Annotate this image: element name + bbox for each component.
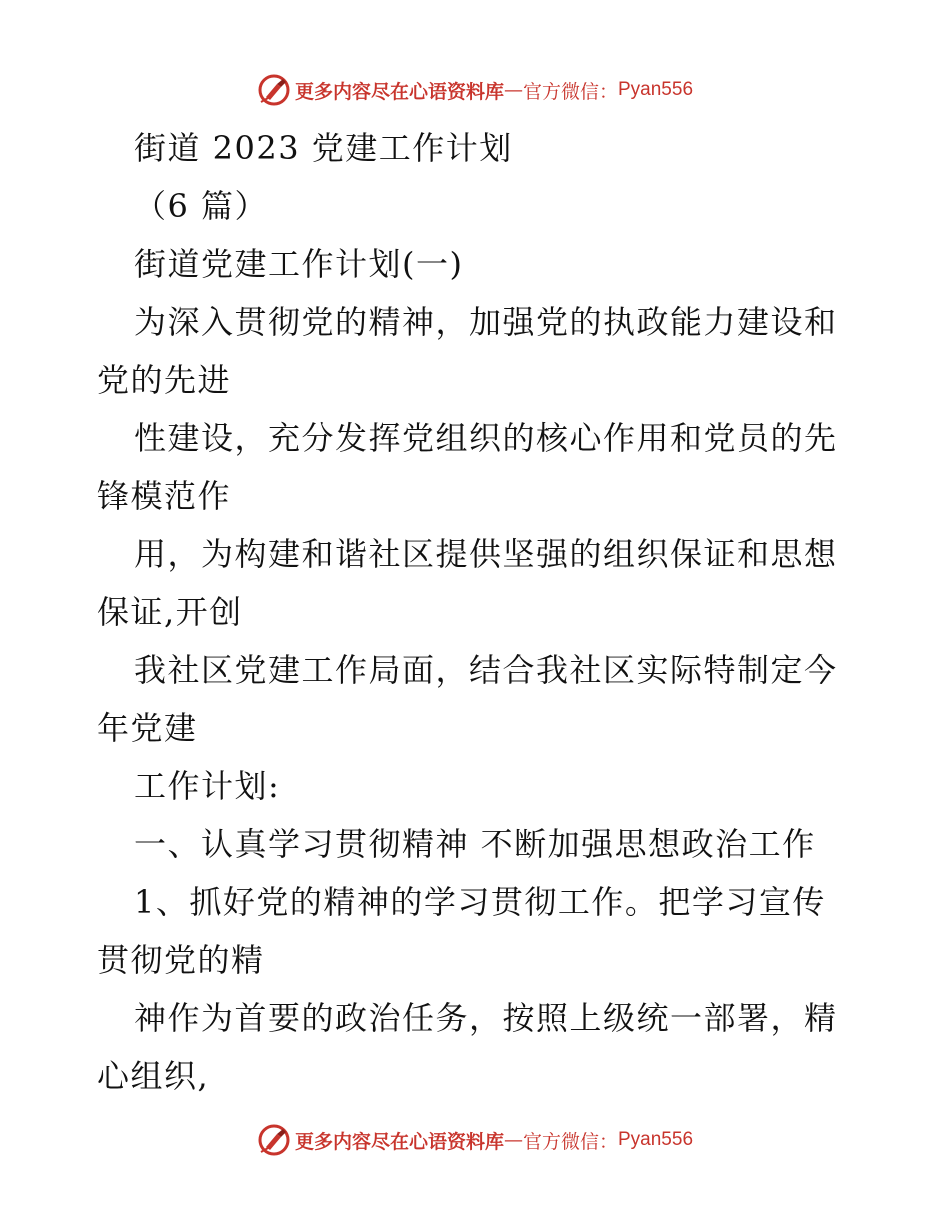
paragraph-line: 锋模范作 [97, 477, 232, 515]
pen-logo-icon [257, 1123, 291, 1157]
watermark-brand: 更多内容尽在心语资料库 [294, 80, 504, 103]
paragraph-line: 我社区党建工作局面，结合我社区实际特制定今 [134, 651, 838, 689]
watermark-separator: — [503, 79, 523, 101]
watermark-wechat-id: Pyan556 [618, 1129, 694, 1150]
paragraph-line: 贯彻党的精 [97, 941, 265, 979]
paragraph-line: 工作计划: [134, 767, 281, 805]
document-subtitle: （6 篇） [134, 187, 269, 225]
watermark-wechat-id: Pyan556 [618, 79, 694, 100]
paragraph-line: 年党建 [97, 709, 198, 747]
watermark-banner-bottom [0, 1120, 950, 1160]
paragraph-line: 性建设，充分发挥党组织的核心作用和党员的先 [134, 419, 838, 457]
watermark-brand: 更多内容尽在心语资料库 [294, 1130, 504, 1153]
pen-logo-icon [257, 73, 291, 107]
watermark-separator: — [503, 1129, 523, 1151]
watermark-banner-top [0, 70, 950, 110]
paragraph-line: 1、抓好党的精神的学习贯彻工作。把学习宣传 [134, 883, 826, 921]
watermark-wechat-label: 官方微信： [522, 80, 618, 103]
section-subheading: 一、认真学习贯彻精神 不断加强思想政治工作 [134, 825, 816, 863]
paragraph-line: 心组织, [97, 1057, 210, 1095]
watermark-wechat-label: 官方微信： [522, 1130, 618, 1153]
paragraph-line: 神作为首要的政治任务，按照上级统一部署，精 [134, 999, 838, 1037]
section-heading: 街道党建工作计划(一) [134, 245, 464, 283]
document-title: 街道 2023 党建工作计划 [134, 129, 513, 167]
paragraph-line: 保证,开创 [97, 593, 243, 631]
paragraph-line: 党的先进 [97, 361, 232, 399]
paragraph-line: 用，为构建和谐社区提供坚强的组织保证和思想 [134, 535, 838, 573]
paragraph-line: 为深入贯彻党的精神，加强党的执政能力建设和 [134, 303, 838, 341]
